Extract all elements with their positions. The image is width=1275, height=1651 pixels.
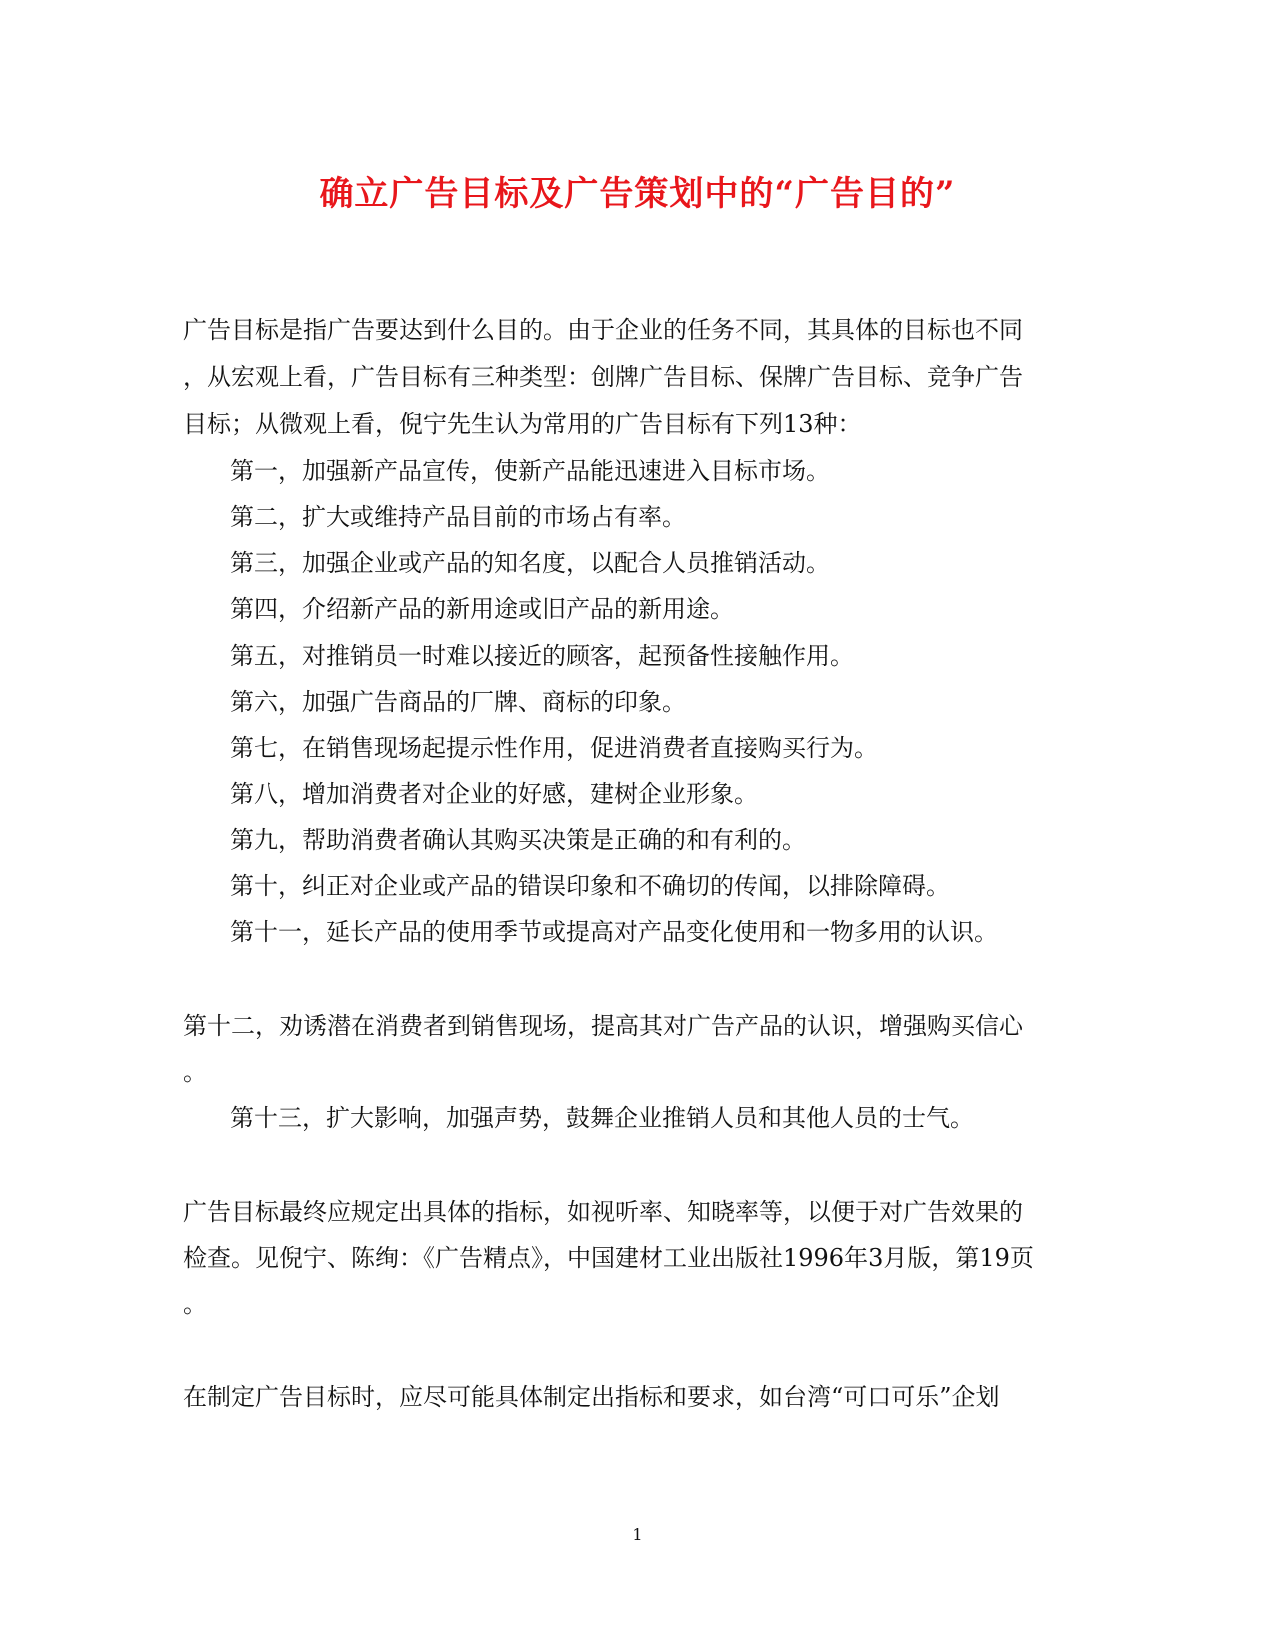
list-item: 第八，增加消费者对企业的好感，建树企业形象。	[230, 780, 758, 808]
list-item: 第六，加强广告商品的厂牌、商标的印象。	[230, 688, 686, 716]
list-item: 第二，扩大或维持产品目前的市场占有率。	[230, 503, 686, 531]
body-line: 。	[183, 1290, 207, 1318]
document-title: 确立广告目标及广告策划中的“广告目的”	[319, 174, 956, 214]
list-item: 第十一，延长产品的使用季节或提高对产品变化使用和一物多用的认识。	[230, 918, 998, 946]
list-item: 第十，纠正对企业或产品的错误印象和不确切的传闻，以排除障碍。	[230, 872, 950, 900]
list-item: 第三，加强企业或产品的知名度，以配合人员推销活动。	[230, 549, 830, 577]
body-line: 在制定广告目标时，应尽可能具体制定出指标和要求，如台湾“可口可乐”企划	[183, 1383, 1000, 1411]
page-number: 1	[632, 1525, 643, 1544]
list-item: 第十二，劝诱潜在消费者到销售现场，提高其对广告产品的认识，增强购买信心	[183, 1012, 1023, 1040]
list-item: 第十三，扩大影响，加强声势，鼓舞企业推销人员和其他人员的士气。	[230, 1104, 974, 1132]
body-line: 广告目标最终应规定出具体的指标，如视听率、知晓率等，以便于对广告效果的	[183, 1198, 1023, 1226]
list-item: 第九，帮助消费者确认其购买决策是正确的和有利的。	[230, 826, 806, 854]
body-line: 检查。见倪宁、陈绚：《广告精点》，中国建材工业出版社1996年3月版，第19页	[183, 1244, 1034, 1272]
list-item: 第一，加强新产品宣传，使新产品能迅速进入目标市场。	[230, 457, 830, 485]
body-line: 目标；从微观上看，倪宁先生认为常用的广告目标有下列13种：	[183, 410, 862, 438]
list-item: 第七，在销售现场起提示性作用，促进消费者直接购买行为。	[230, 734, 878, 762]
body-line: 广告目标是指广告要达到什么目的。由于企业的任务不同，其具体的目标也不同	[183, 316, 1023, 344]
body-line: ，从宏观上看，广告目标有三种类型：创牌广告目标、保牌广告目标、竞争广告	[183, 363, 1023, 391]
list-item: 第四，介绍新产品的新用途或旧产品的新用途。	[230, 595, 734, 623]
list-item: 第五，对推销员一时难以接近的顾客，起预备性接触作用。	[230, 642, 854, 670]
body-line: 。	[183, 1058, 207, 1086]
